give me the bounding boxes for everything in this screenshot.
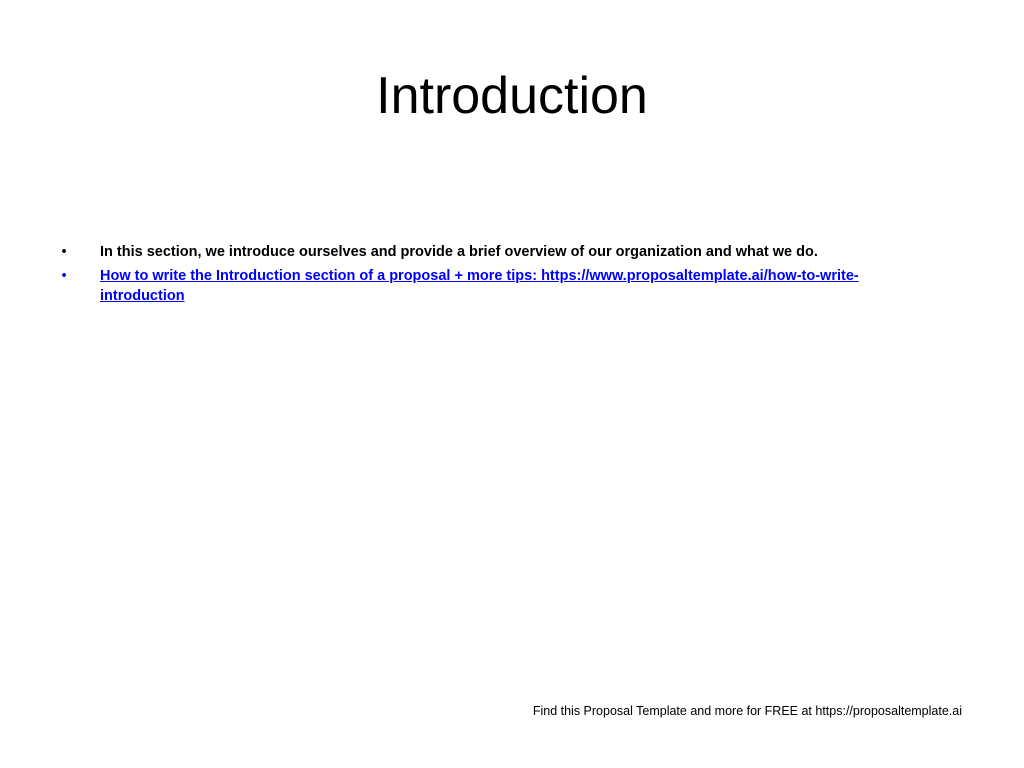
bullet-text: In this section, we introduce ourselves and provide a brief overview of our organization and what we do. <box>100 244 818 260</box>
bullet-item-link <box>58 266 938 306</box>
slide-title: Introduction <box>376 67 648 125</box>
footer-note: Find this Proposal Template and more for FREE at https://proposaltemplate.ai <box>532 704 962 718</box>
bullet-marker: • <box>61 268 67 284</box>
bullet-list <box>58 242 938 310</box>
introduction-tips-link[interactable]: How to write the Introduction section of a proposal + more tips: https://www.proposaltemplate.ai/how-to-write-introduction <box>100 268 859 304</box>
bullet-item-overview <box>58 242 938 262</box>
bullet-marker: • <box>61 244 67 260</box>
